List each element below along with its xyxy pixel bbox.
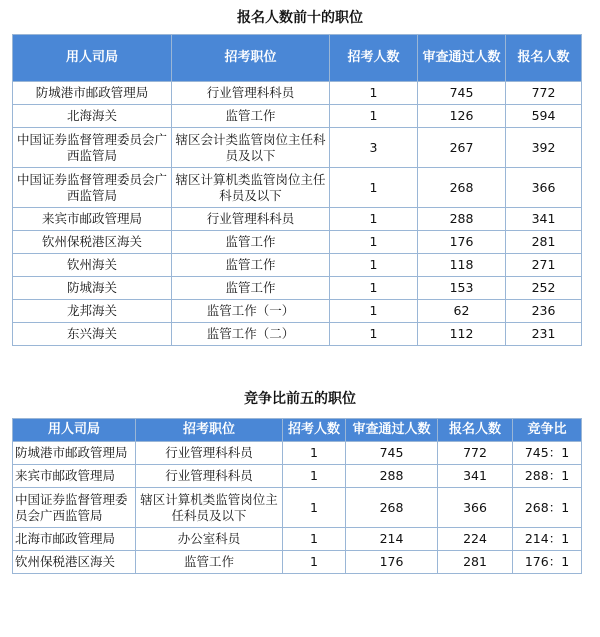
table-row (13, 254, 582, 277)
table-cell: 366 (438, 488, 513, 528)
table2-title: 竞争比前五的职位 (244, 391, 356, 407)
column-header: 用人司局 (13, 35, 172, 82)
table-cell: 辖区计算机类监管岗位主任科员及以下 (136, 488, 283, 528)
table-cell: 214：1 (513, 528, 582, 551)
table-cell: 防城港市邮政管理局 (13, 442, 136, 465)
table-cell: 监管工作 (172, 105, 330, 128)
column-header: 审查通过人数 (418, 35, 506, 82)
table-row (13, 105, 582, 128)
table-row (13, 168, 582, 208)
table-cell: 钦州保税港区海关 (13, 551, 136, 574)
column-header: 用人司局 (13, 419, 136, 442)
table-cell: 126 (418, 105, 506, 128)
table-row (13, 277, 582, 300)
table-row (13, 488, 582, 528)
table-cell: 231 (506, 323, 582, 346)
table-cell: 176：1 (513, 551, 582, 574)
table-row (13, 551, 582, 574)
table-cell: 281 (438, 551, 513, 574)
table-cell: 办公室科员 (136, 528, 283, 551)
column-header: 招考职位 (172, 35, 330, 82)
table-cell: 监管工作 (172, 231, 330, 254)
table-cell: 中国证券监督管理委员会广西监管局 (13, 128, 172, 168)
table-cell: 东兴海关 (13, 323, 172, 346)
table-cell: 288 (418, 208, 506, 231)
table-row (13, 300, 582, 323)
table-cell: 271 (506, 254, 582, 277)
table-cell: 268 (346, 488, 438, 528)
table-cell: 监管工作（一） (172, 300, 330, 323)
table-cell: 1 (330, 323, 418, 346)
table-row (13, 528, 582, 551)
table-cell: 288：1 (513, 465, 582, 488)
competition-ratio-table (12, 418, 582, 574)
table-cell: 745：1 (513, 442, 582, 465)
header-row (13, 35, 582, 82)
table-cell: 辖区会计类监管岗位主任科员及以下 (172, 128, 330, 168)
table-cell: 北海海关 (13, 105, 172, 128)
table-cell: 1 (283, 528, 346, 551)
table-cell: 366 (506, 168, 582, 208)
table-cell: 行业管理科科员 (136, 442, 283, 465)
table-cell: 北海市邮政管理局 (13, 528, 136, 551)
table-cell: 来宾市邮政管理局 (13, 208, 172, 231)
column-header: 报名人数 (438, 419, 513, 442)
table-cell: 268 (418, 168, 506, 208)
table-cell: 防城海关 (13, 277, 172, 300)
table-cell: 1 (283, 551, 346, 574)
table-cell: 153 (418, 277, 506, 300)
table-row (13, 231, 582, 254)
table-cell: 1 (330, 168, 418, 208)
table-cell: 745 (418, 82, 506, 105)
table-row (13, 442, 582, 465)
table-cell: 341 (438, 465, 513, 488)
column-header: 报名人数 (506, 35, 582, 82)
table-cell: 224 (438, 528, 513, 551)
table-cell: 监管工作 (136, 551, 283, 574)
table-cell: 监管工作 (172, 277, 330, 300)
table-cell: 1 (283, 442, 346, 465)
table-cell: 118 (418, 254, 506, 277)
table-cell: 1 (283, 488, 346, 528)
table-row (13, 208, 582, 231)
table-cell: 防城港市邮政管理局 (13, 82, 172, 105)
table-cell: 行业管理科科员 (136, 465, 283, 488)
column-header: 招考人数 (283, 419, 346, 442)
table-cell: 236 (506, 300, 582, 323)
table-cell: 772 (438, 442, 513, 465)
table-cell: 监管工作（二） (172, 323, 330, 346)
table-cell: 1 (330, 231, 418, 254)
table-cell: 3 (330, 128, 418, 168)
table-cell: 钦州保税港区海关 (13, 231, 172, 254)
table-cell: 1 (330, 105, 418, 128)
table-row (13, 323, 582, 346)
column-header: 审查通过人数 (346, 419, 438, 442)
table-cell: 392 (506, 128, 582, 168)
table1-title: 报名人数前十的职位 (237, 10, 363, 26)
table-cell: 252 (506, 277, 582, 300)
table-cell: 1 (330, 82, 418, 105)
table-cell: 268：1 (513, 488, 582, 528)
table-row (13, 128, 582, 168)
table-cell: 行业管理科科员 (172, 82, 330, 105)
table-cell: 行业管理科科员 (172, 208, 330, 231)
table-cell: 辖区计算机类监管岗位主任科员及以下 (172, 168, 330, 208)
table-cell: 龙邦海关 (13, 300, 172, 323)
table-cell: 1 (330, 208, 418, 231)
table-cell: 288 (346, 465, 438, 488)
table-cell: 监管工作 (172, 254, 330, 277)
table-cell: 745 (346, 442, 438, 465)
table-cell: 341 (506, 208, 582, 231)
table-cell: 来宾市邮政管理局 (13, 465, 136, 488)
table-cell: 中国证券监督管理委员会广西监管局 (13, 168, 172, 208)
table-cell: 1 (330, 277, 418, 300)
header-row (13, 419, 582, 442)
table-cell: 1 (330, 254, 418, 277)
table-cell: 1 (330, 300, 418, 323)
table-row (13, 465, 582, 488)
table-cell: 176 (418, 231, 506, 254)
table-cell: 1 (283, 465, 346, 488)
table-cell: 267 (418, 128, 506, 168)
top-applicants-table (12, 34, 582, 346)
table-cell: 62 (418, 300, 506, 323)
table-cell: 214 (346, 528, 438, 551)
table-cell: 281 (506, 231, 582, 254)
table-cell: 中国证券监督管理委员会广西监管局 (13, 488, 136, 528)
table-cell: 176 (346, 551, 438, 574)
column-header: 竞争比 (513, 419, 582, 442)
column-header: 招考职位 (136, 419, 283, 442)
table-cell: 112 (418, 323, 506, 346)
column-header: 招考人数 (330, 35, 418, 82)
table-row (13, 82, 582, 105)
table-cell: 钦州海关 (13, 254, 172, 277)
table-cell: 594 (506, 105, 582, 128)
table-cell: 772 (506, 82, 582, 105)
